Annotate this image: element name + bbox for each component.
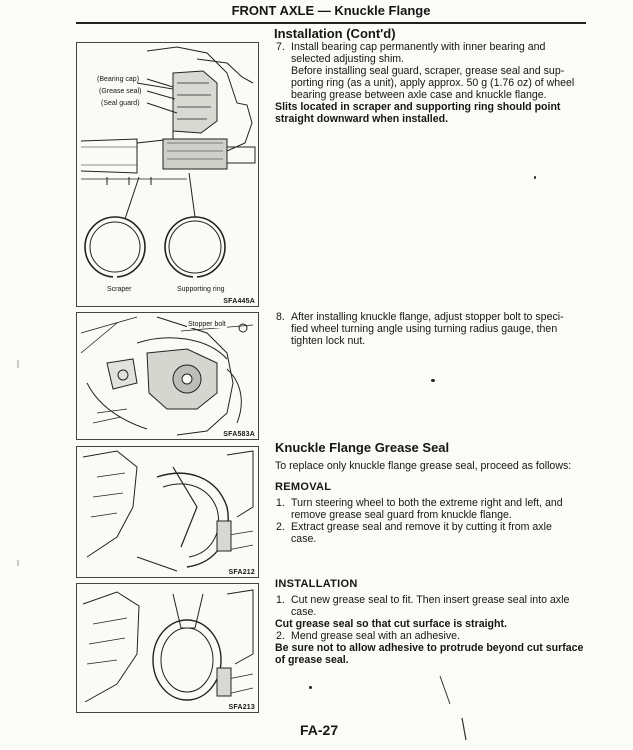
- install-step-1-number: 1.: [276, 594, 285, 606]
- install-step-1-line: case.: [291, 606, 317, 618]
- label-stopper-bolt: Stopper bolt: [188, 321, 226, 328]
- removal-step-2-number: 2.: [276, 521, 285, 533]
- seal-removal-drawing: [77, 447, 258, 577]
- caption-supporting-ring: Supporting ring: [177, 286, 225, 293]
- step-8-number: 8.: [276, 311, 285, 323]
- step-7-line: bearing grease between axle case and knuckle flange.: [291, 89, 547, 101]
- install-step-1-line: Cut new grease seal to fit. Then insert grease seal into axle: [291, 594, 570, 606]
- step-7-line: Install bearing cap permanently with inner bearing and: [291, 41, 546, 53]
- page-number: FA-27: [300, 722, 339, 738]
- page-title: FRONT AXLE — Knuckle Flange: [76, 0, 586, 24]
- installation-contd-title: Installation (Cont'd): [274, 26, 396, 41]
- grease-seal-intro: To replace only knuckle flange grease seal, proceed as follows:: [275, 460, 572, 472]
- caption-scraper: Scraper: [107, 286, 132, 293]
- install-step-2-line: Mend grease seal with an adhesive.: [291, 630, 461, 642]
- removal-step-2-line: case.: [291, 533, 317, 545]
- figure-id: SFA445A: [223, 298, 255, 305]
- install-step-2-number: 2.: [276, 630, 285, 642]
- cut-note: Cut grease seal so that cut surface is straight.: [275, 618, 507, 630]
- stopper-bolt-drawing: [77, 313, 258, 439]
- step-8-line: After installing knuckle flange, adjust stopper bolt to speci-: [291, 311, 564, 323]
- label-bearing-cap: (Bearing cap): [97, 76, 140, 83]
- figure-seal-assembly: [76, 42, 259, 307]
- seal-installation-drawing: [77, 584, 258, 712]
- scan-speck: [534, 176, 536, 179]
- figure-stopper-bolt: [76, 312, 259, 440]
- step-7-line: selected adjusting shim.: [291, 53, 405, 65]
- slit-note-line: Slits located in scraper and supporting ring should point: [275, 101, 561, 113]
- removal-step-1-number: 1.: [276, 497, 285, 509]
- step-7-line: porting ring (as a unit), apply approx. 50 g (1.76 oz) of wheel: [291, 77, 575, 89]
- removal-title: REMOVAL: [275, 481, 332, 493]
- step-7-line: Before installing seal guard, scraper, grease seal and sup-: [291, 65, 565, 77]
- scan-speck: [309, 686, 312, 689]
- label-grease-seal: (Grease seal): [99, 88, 142, 95]
- figure-seal-installation: [76, 583, 259, 713]
- figure-seal-removal: [76, 446, 259, 578]
- removal-step-2-line: Extract grease seal and remove it by cutting it from axle: [291, 521, 552, 533]
- removal-step-1-line: remove grease seal guard from knuckle flange.: [291, 509, 512, 521]
- slit-note-line: straight downward when installed.: [275, 113, 449, 125]
- figure-id: SFA213: [228, 704, 255, 711]
- removal-step-1-line: Turn steering wheel to both the extreme right and left, and: [291, 497, 563, 509]
- grease-seal-title: Knuckle Flange Grease Seal: [275, 440, 450, 455]
- scan-speck: [431, 379, 435, 382]
- installation-title: INSTALLATION: [275, 578, 358, 590]
- step-8-line: fied wheel turning angle using turning radius gauge, then: [291, 323, 558, 335]
- adhesive-note-line: of grease seal.: [275, 654, 349, 666]
- adhesive-note-line: Be sure not to allow adhesive to protrude beyond cut surface: [275, 642, 584, 654]
- step-7-number: 7.: [276, 41, 285, 53]
- figure-id: SFA583A: [223, 431, 255, 438]
- figure-id: SFA212: [228, 569, 255, 576]
- label-seal-guard: (Seal guard): [101, 100, 140, 107]
- step-8-line: tighten lock nut.: [291, 335, 366, 347]
